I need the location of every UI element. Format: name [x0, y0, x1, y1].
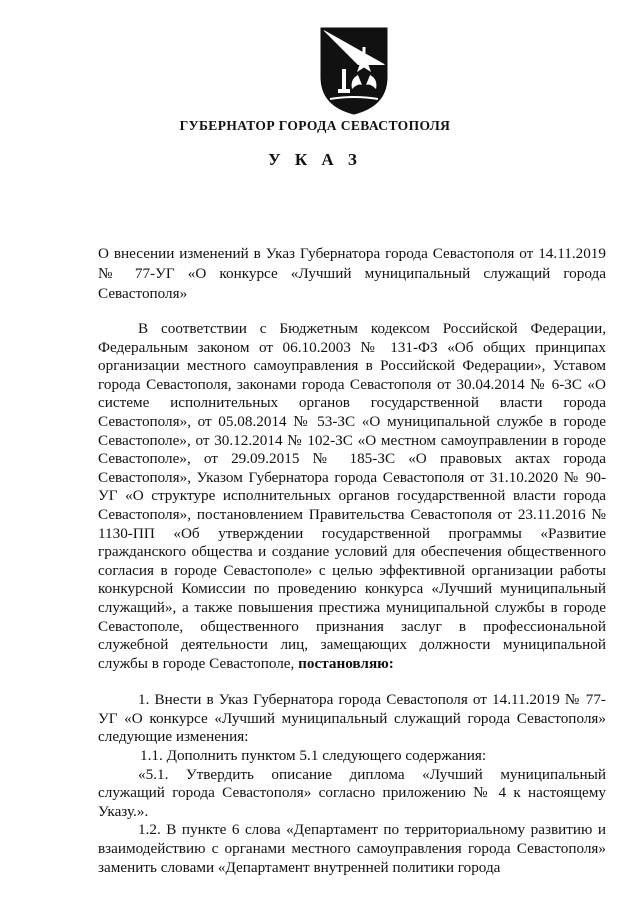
decree-punct: : — [388, 654, 394, 672]
decree-word: постановляю — [298, 654, 389, 672]
sevastopol-coat-of-arms-icon — [318, 25, 390, 115]
decree-body — [98, 320, 606, 877]
item-1-2: 1.2. В пункте 6 слова «Департамент по территориальному развитию и взаимодействию с органами местного самоуправления города Севастополя» заменить словами «Департамент внутренней политики города — [98, 821, 606, 876]
document-type-title: У К А З — [268, 150, 362, 169]
decree-subject: О внесении изменений в Указ Губернатора города Севастополя от 14.11.2019 № 77-УГ «О конкурсе «Лучший муниципальный служащий города Севастополя» — [98, 245, 606, 302]
item-1: 1. Внести в Указ Губернатора города Севастополя от 14.11.2019 № 77-УГ «О конкурсе «Лучший муниципальный служащий города Севастополя» следующие изменения: — [98, 691, 606, 746]
item-1-1-text: «5.1. Утвердить описание диплома «Лучший муниципальный служащий города Севастополя» согласно приложению № 4 к настоящему Указу.». — [98, 765, 606, 820]
issuer-title: ГУБЕРНАТОР ГОРОДА СЕВАСТОПОЛЯ — [179, 118, 451, 133]
item-1-1: 1.1. Дополнить пунктом 5.1 следующего содержания: — [140, 747, 487, 765]
preamble-paragraph — [98, 320, 606, 673]
preamble-text: В соответствии с Бюджетным кодексом Российской Федерации, Федеральным законом от 06.10.2003 № 131-ФЗ «Об общих принципах организации местного самоуправления в Российской Федерации», Уставом города Севастополя, законами города Севастополя от 30.04.2014 № 6-ЗС «О системе исполнительных органов государственной власти города Севастополя», от 05.08.2014 № 53-ЗС «О муниципальной службе в городе Севастополе», от 30.12.2014 № 102-ЗС «О местном самоуправлении в городе Севастополе», от 29.09.2015 № 185-ЗС «О правовых актах города Севастополя», Указом Губернатора города Севастополя от 31.10.2020 № 90-УГ «О структуре исполнительных органов государственной власти города Севастополя», постановлением Правительства Севастополя от 23.11.2016 № 1130-ПП «Об утверждении государственной программы «Развитие гражданского общества и создание условий для обеспечения общественного согласия в городе Севастополе» с целью эффективной организации работы конкурсной Комиссии по проведению конкурса «Лучший муниципальный служащий», а также повышения престижа муниципальной службы в городе Севастополе, общественного признания заслуг в профессиональной служебной деятельности лиц, замещающих должности муниципальной службы в городе Севастополе, — [98, 320, 606, 672]
